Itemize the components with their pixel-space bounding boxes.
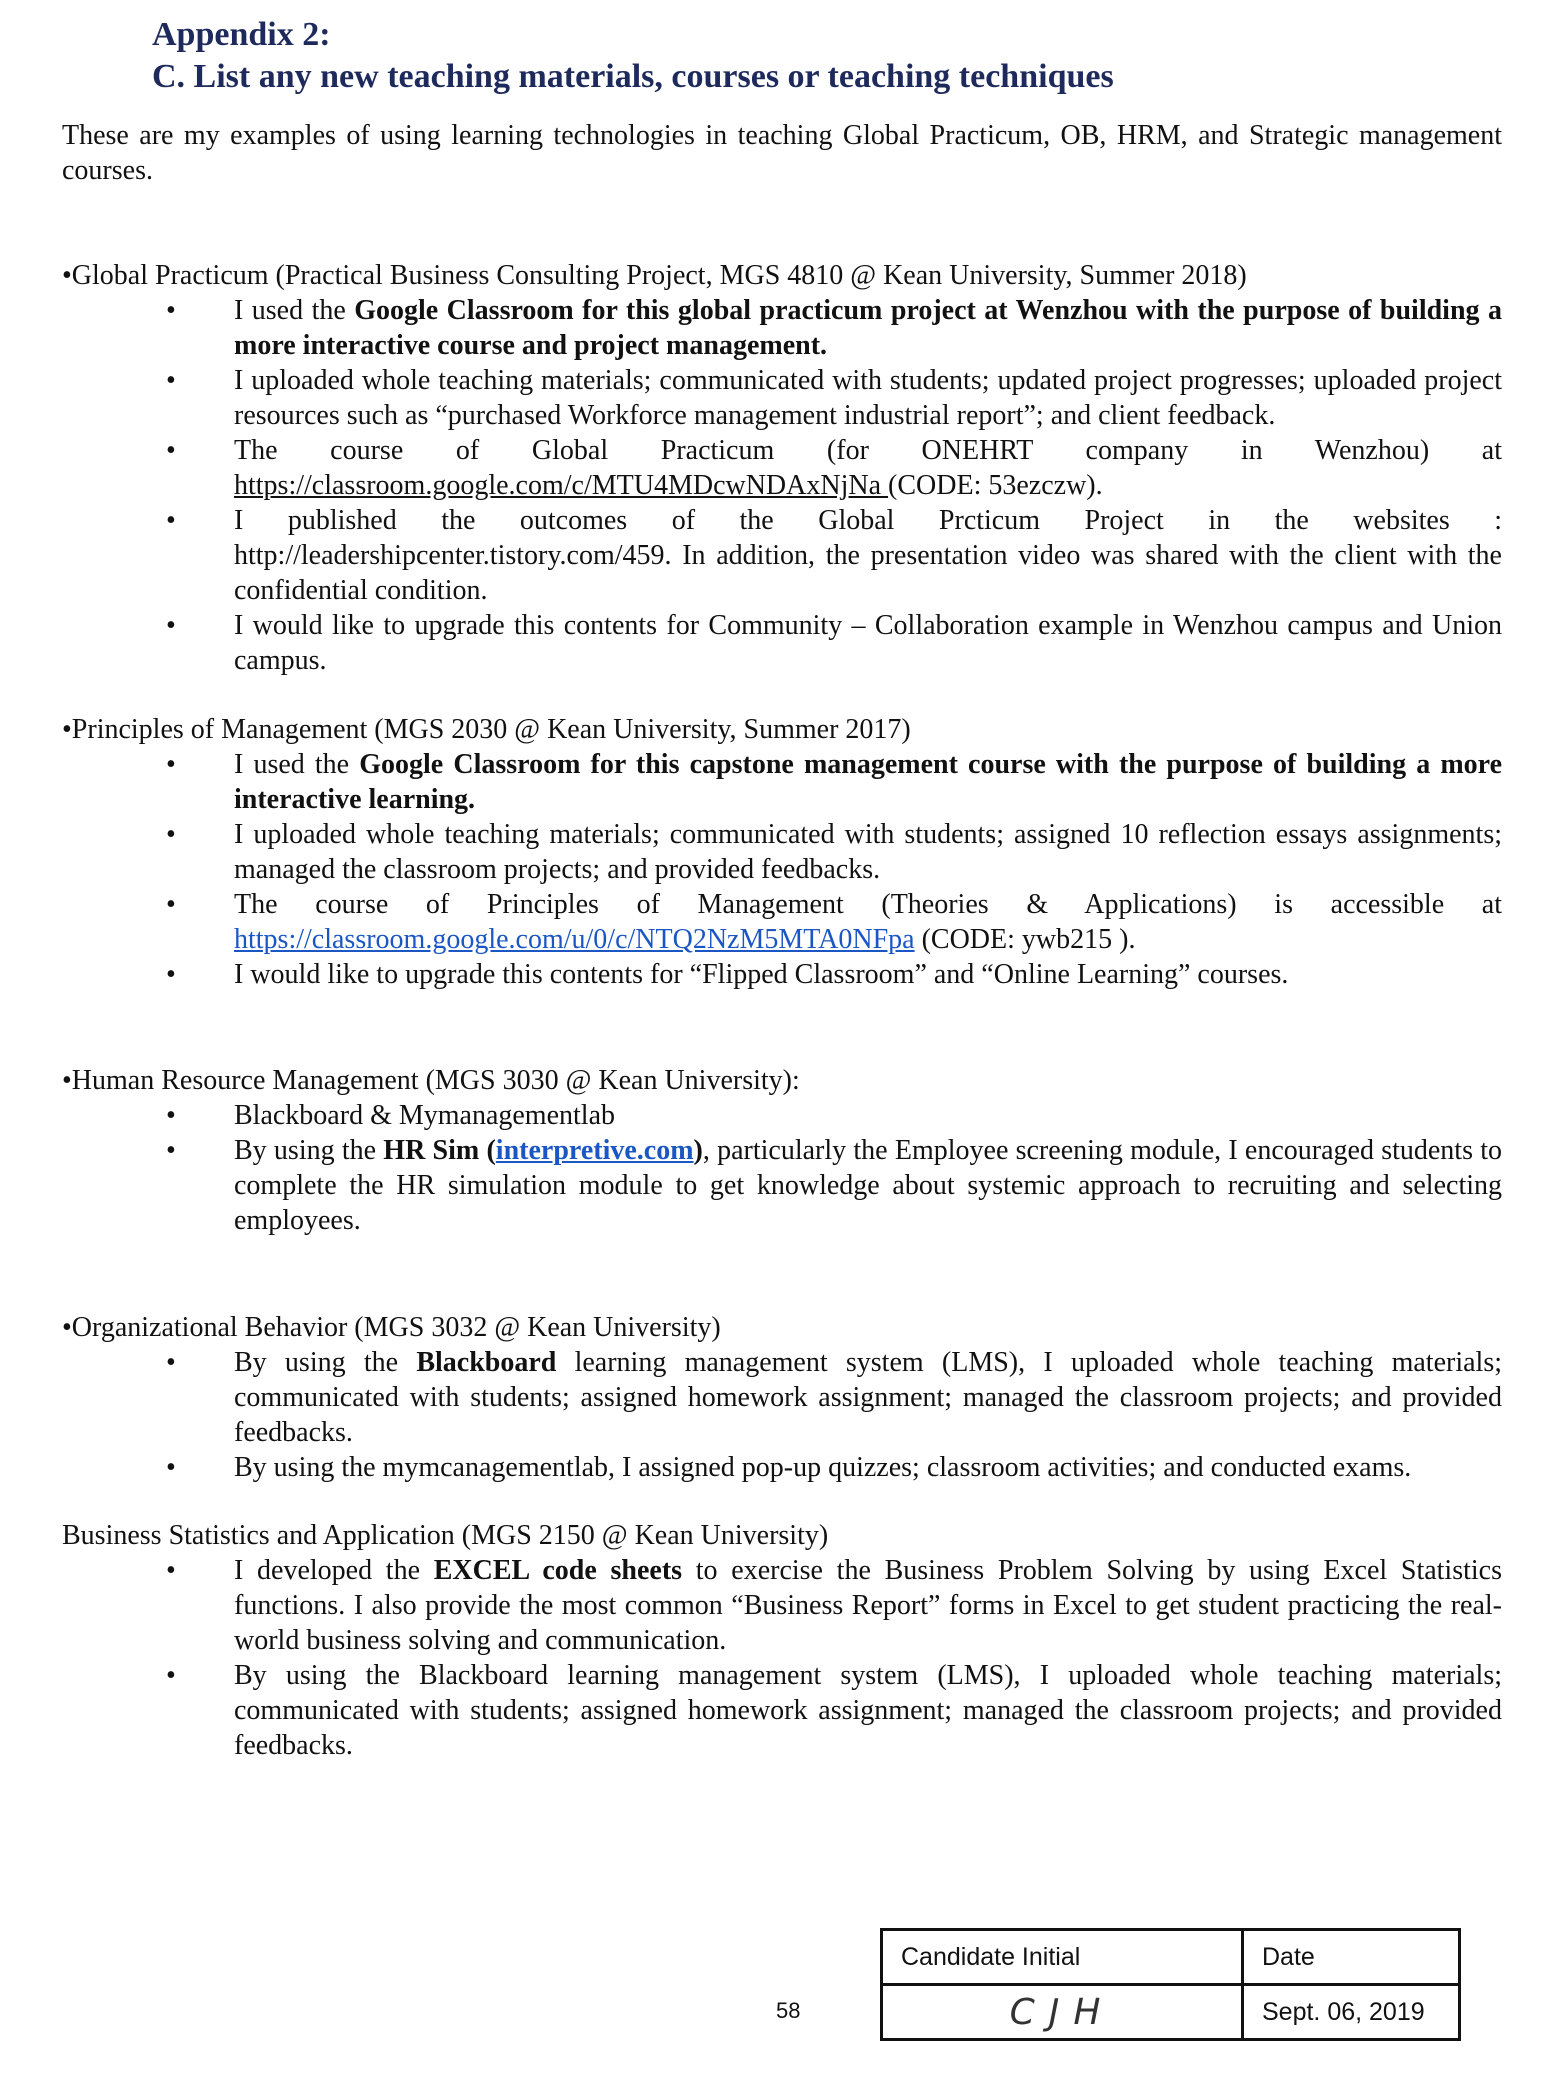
list-item: • Blackboard & Mymanagementlab xyxy=(166,1100,615,1131)
list-item: • By using the Blackboard learning management system (LMS), I uploaded whole teaching materials; communicated with students; assigned homework assignment; managed the classroom projects; and provided feedbacks. xyxy=(166,1347,1502,1448)
list-item: • The course of Global Practicum (for ONEHRT company in Wenzhou) at https://classroom.google.com/c/MTU4MDcwNDAxNjNa (CODE: 53ezczw). xyxy=(166,435,1502,501)
bullet: • xyxy=(166,819,176,850)
bullet: • xyxy=(166,889,176,920)
section-heading: •Global Practicum (Practical Business Consulting Project, MGS 4810 @ Kean University, Summer 2018) xyxy=(62,260,1247,291)
signature-table xyxy=(880,1928,1461,2041)
candidate-initial-cell xyxy=(882,1985,1243,2040)
list-item: • I uploaded whole teaching materials; communicated with students; assigned 10 reflection essays assignments; managed the classroom projects; and provided feedbacks. xyxy=(166,819,1502,885)
section-heading: Business Statistics and Application (MGS 2150 @ Kean University) xyxy=(62,1520,829,1551)
list-item: • I published the outcomes of the Global Prcticum Project in the websites : http://leadershipcenter.tistory.com/459. In addition, the presentation video was shared with the client with the confidential condition. xyxy=(166,505,1502,606)
list-item: • I used the Google Classroom for this global practicum project at Wenzhou with the purpose of building a more interactive course and project management. xyxy=(166,295,1502,361)
handwritten-initials: CJH xyxy=(1009,1991,1115,2033)
list-item: • By using the HR Sim (interpretive.com), particularly the Employee screening module, I encouraged students to complete the HR simulation module to get knowledge about systemic approach to recruiting and selecting employees. xyxy=(166,1135,1503,1236)
bullet: • xyxy=(166,1452,176,1483)
bullet: • xyxy=(166,365,176,396)
list-item: • I developed the EXCEL code sheets to exercise the Business Problem Solving by using Excel Statistics functions. I also provide the most common “Business Report” forms in Excel to get student practicing the real-world business solving and communication. xyxy=(166,1555,1502,1656)
section-organizational-behavior xyxy=(62,1310,1502,1485)
list-item: • I would like to upgrade this contents for “Flipped Classroom” and “Online Learning” courses. xyxy=(166,959,1289,990)
bullet: • xyxy=(166,295,176,326)
classroom-link[interactable]: https://classroom.google.com/c/MTU4MDcwNDAxNjNa xyxy=(234,470,889,501)
list-item: • By using the mymcanagementlab, I assigned pop-up quizzes; classroom activities; and conducted exams. xyxy=(166,1452,1412,1483)
bullet: • xyxy=(166,1135,176,1166)
list-item: • I used the Google Classroom for this capstone management course with the purpose of building a more interactive learning. xyxy=(166,749,1503,815)
interpretive-link[interactable]: interpretive.com xyxy=(495,1135,694,1166)
section-business-statistics xyxy=(62,1518,1502,1763)
section-heading: •Principles of Management (MGS 2030 @ Kean University, Summer 2017) xyxy=(62,714,911,745)
bullet: • xyxy=(166,1100,176,1131)
date-label: Date xyxy=(1243,1930,1460,1985)
bullet: • xyxy=(166,959,176,990)
section-principles-of-management xyxy=(62,712,1502,992)
intro-paragraph: These are my examples of using learning technologies in teaching Global Practicum, OB, HRM, and Strategic management courses. xyxy=(62,120,1502,186)
list-item: • The course of Principles of Management (Theories & Applications) is accessible at https://classroom.google.com/u/0/c/NTQ2NzM5MTA0NFpa (CODE: ywb215 ). xyxy=(166,889,1502,955)
page-number: 58 xyxy=(776,1998,801,2023)
bullet: • xyxy=(166,505,176,536)
section-global-practicum xyxy=(62,258,1502,678)
section-heading: •Human Resource Management (MGS 3030 @ Kean University): xyxy=(62,1065,800,1096)
section-title: C. List any new teaching materials, courses or teaching techniques xyxy=(152,58,1114,95)
list-item: • By using the Blackboard learning management system (LMS), I uploaded whole teaching materials; communicated with students; assigned homework assignment; managed the classroom projects; and provided feedbacks. xyxy=(166,1660,1502,1761)
candidate-initial-label: Candidate Initial xyxy=(882,1930,1243,1985)
bullet: • xyxy=(166,1555,176,1586)
list-item: • I uploaded whole teaching materials; communicated with students; updated project progresses; uploaded project resources such as “purchased Workforce management industrial report”; and client feedback. xyxy=(166,365,1502,431)
appendix-title: Appendix 2: xyxy=(152,16,331,53)
list-item: • I would like to upgrade this contents for Community – Collaboration example in Wenzhou campus and Union campus. xyxy=(166,610,1502,676)
section-heading: •Organizational Behavior (MGS 3032 @ Kean University) xyxy=(62,1312,721,1343)
bullet: • xyxy=(166,1660,176,1691)
date-value: Sept. 06, 2019 xyxy=(1243,1985,1460,2040)
section-human-resource-management xyxy=(62,1063,1502,1238)
bullet: • xyxy=(166,1347,176,1378)
bullet: • xyxy=(166,749,176,780)
appendix-heading xyxy=(152,14,1114,98)
bullet: • xyxy=(166,435,176,466)
bullet: • xyxy=(166,610,176,641)
classroom-link[interactable]: https://classroom.google.com/u/0/c/NTQ2NzM5MTA0NFpa xyxy=(234,924,915,955)
